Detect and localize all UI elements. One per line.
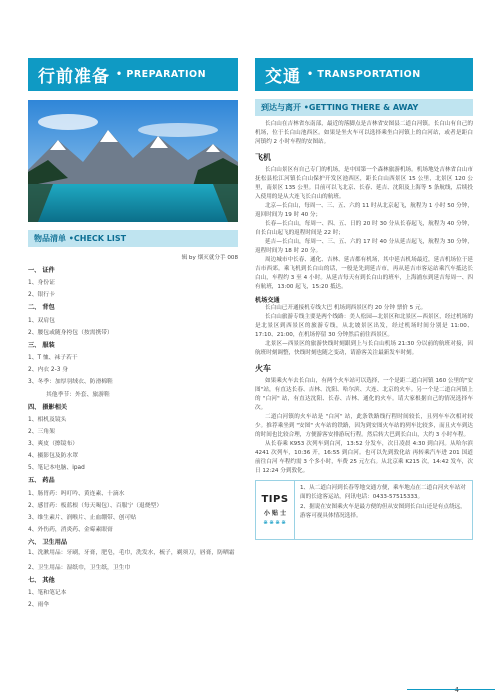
list-item: 其他季节：外套、旅游鞋 — [46, 391, 110, 398]
plane-heading: 飞机 — [255, 153, 271, 162]
preparation-title: 行前准备 — [38, 67, 110, 87]
airport-transport-heading: 机场交通 — [255, 297, 280, 304]
list-item: 4、摄影包及防水罩 — [28, 453, 79, 460]
list-item: 1、洗漱用品：牙刷，牙膏，肥皂，毛巾，洗发水，梳子，剃须刀，唇膏，防晒霜 — [28, 550, 235, 557]
list-item: 3、冬季：加厚羽绒衣、防滑棉鞋 — [28, 379, 113, 386]
tips-title: TIPS — [261, 494, 289, 505]
list-item: 2、内衣 2-3 身 — [28, 367, 69, 374]
list-item: 1、肠胃药：吗叮吟、黄连素、十滴水 — [28, 490, 125, 497]
transportation-subtitle: • TRANSPORTATION — [307, 69, 421, 80]
author-credit: 辑 by 烟灭就分手 008 — [181, 255, 238, 261]
list-item: 2、感冒药：板蓝根（每天喝包）、百服宁（退烧型） — [28, 502, 163, 509]
transportation-header — [255, 58, 473, 91]
footer-rule — [407, 689, 495, 700]
paragraph: 延吉—长白山，每周一、三、五、六的 17 时 40 分从延吉起飞，航程为 30 分钟，返程时间为 18 时 20 分。 — [255, 239, 473, 254]
tips-content — [295, 481, 472, 539]
list-item: 5、笔记本电脑、ipad — [28, 465, 85, 472]
list-item: 1、双肩包 — [28, 317, 55, 324]
tips-subtitle: 小 贴 士 — [263, 510, 287, 517]
category-heading: 六、 卫生用品 — [28, 539, 68, 547]
transportation-title: 交通 — [265, 67, 301, 87]
paragraph: 长春—长白山，每周一、四、五、日的 20 时 30 分从长春起飞，航程为 40 分钟，自长白山起飞的返程时间是 22 时； — [255, 221, 473, 236]
getting-there-title: 到达与离开 •GETTING THERE & AWAY — [255, 99, 473, 116]
tip-item: 1、从二道白河到长春等地交通方便，乘车地点在二道白河火车站对面的长途客运站，问讯电话：0433-57515333。 — [300, 485, 466, 500]
list-item: 1、相机及镜头 — [28, 416, 67, 423]
mountain-lake-image — [28, 100, 238, 222]
paragraph: 长白山已开通接机专线大巴 机场到西景区约 20 分钟 票价 5 元。 — [265, 305, 427, 311]
checklist — [28, 265, 238, 608]
list-item: 3、维生素片、润喉片、止血绷带、创可贴 — [28, 515, 137, 521]
paragraph: 长白山景区有自己专门的机场，是中国第一个森林旅游机场。机场地处吉林省白山市抚松县松江河镇长白山保护开发区池西区，距长白山西景区 15 公里，北景区 120 公里，南景区 135 公里。目前可以飞北京、长春、延吉、沈阳及上海等 5 条航线，后续投入使用的是从大连飞长白山的航班。 — [255, 167, 473, 200]
paragraph: 周边城市中长春、通化、吉林、延吉都有机场，其中延吉机场最近，延吉机场位于延吉市西郊。乘飞机到长白山的话，一般是先到延吉市，再从延吉市客运站乘汽车抵达长白山，车程约 3 至 4 小时。从延吉每天有到长白山的班车，上海浦东到延吉每周一、四有航班，13:00 起飞，15:20 抵达。 — [255, 257, 473, 290]
list-item: 2、卫生用品：湿纸巾，卫生纸，卫生巾 — [28, 564, 131, 571]
category-heading: 七、 其他 — [28, 576, 55, 584]
list-item: 4、外伤药，消炎药、金霉素眼膏 — [28, 527, 113, 534]
decoration-icon: ⋇⋇⋇⋇ — [262, 519, 288, 526]
list-item: 1、T 恤、袜子若干 — [28, 354, 78, 361]
page-number: 4 — [454, 686, 459, 694]
preparation-header — [28, 58, 238, 91]
category-heading: 一、 证件 — [28, 267, 55, 274]
list-item: 2、三角架 — [28, 428, 55, 435]
category-heading: 四、 摄影相关 — [28, 403, 68, 411]
landscape-photo — [28, 100, 238, 222]
checklist-title: 物品清单 •CHECK LIST — [28, 230, 238, 247]
paragraph: 北京—长白山，每周一、三、五、六的 11 时从北京起飞，航程为 1 小时 50 分钟，返回时间为 19 时 40 分； — [255, 203, 473, 218]
list-item: 1、笔和笔记本 — [28, 589, 67, 596]
paragraph: 二道白河镇的火车站是 "白河" 站，此条铁路线行程时间较长，且列车车次相对较少。推荐乘坐到 "安图" 火车站的铁路，因为到安图火车站的列车比较多，而且火车到达的时间也比较合理，方便游客安排游玩行程。然后转大巴到长白山，大约 3 小时车程。 — [255, 414, 473, 438]
tips-label — [256, 481, 295, 539]
paragraph: 长白山旅游专线主要是两个线路：美人松园—北景区和北景区—西景区，经过机场的是北景区到西景区的旅游专线，从北坡景区出发，经过机场时间分别是 11:00、17:10、21:00，在机场停留 30 分钟然后前往西景区。 — [255, 314, 473, 338]
intro-paragraph: 长白山在吉林省东南部，最近的落脚点是吉林省安图县二道白河镇。长白山有自己的机场，位于长白山池西区。如果是坐火车可以选择乘坐白河镇上的白河站，或者是距白河镇约 2 小时车程的安图站。 — [255, 121, 473, 145]
left-column — [28, 58, 238, 608]
paragraph: 北景区—西景区的旅游快线时刻跟到上与长白山机场 21:30 分以前的航班对接，因航班时刻调整，快线时刻也随之变动，请游客关注最新发车时刻。 — [255, 341, 473, 356]
train-heading: 火车 — [255, 364, 271, 373]
preparation-subtitle: • PREPARATION — [116, 69, 207, 80]
list-item: 1、身份证 — [28, 280, 55, 287]
list-item: 2、腰包或随身挎包（按需携带） — [28, 329, 113, 336]
paragraph: 如果乘火车去长白山，有两个火车站可以选择，一个是距二道白河镇 160 公里的"安图"站，有直达长春、吉林、沈阳、哈尔滨、大连、北京的火车。另一个是二道白河镇上的 "白河" 站，有直达沈阳、长春、吉林、通化的火车。请大家根据自己的情况选择车次。 — [255, 378, 473, 411]
paragraph: 从长春乘 K953 次列车到白河，13:52 分发车，次日凌晨 4:30 到白河。从哈尔滨 4241 次列车，10:36 开，16:55 到白河。也可以先到敦化站 再转乘汽车进 201 国道前往白河 车程约需 3 个多小时，车费 25 元左右。从北京乘 K215 次，14:42 发车，次日 12:24 分到敦化。 — [255, 441, 473, 474]
category-heading: 三、 服装 — [28, 341, 55, 349]
category-heading: 二、 背包 — [28, 304, 55, 312]
list-item: 2、银行卡 — [28, 292, 55, 299]
category-heading: 五、 药品 — [28, 477, 55, 485]
right-column — [255, 58, 473, 540]
list-item: 2、雨伞 — [28, 601, 50, 608]
list-item: 3、爽皮（擦镜布） — [28, 441, 79, 448]
tip-item: 2、据说在安图乘火车是最方便的但从安图到长白山还是有点绕远，游客可视具体情况选择。 — [300, 504, 466, 519]
tips-box — [255, 480, 473, 540]
